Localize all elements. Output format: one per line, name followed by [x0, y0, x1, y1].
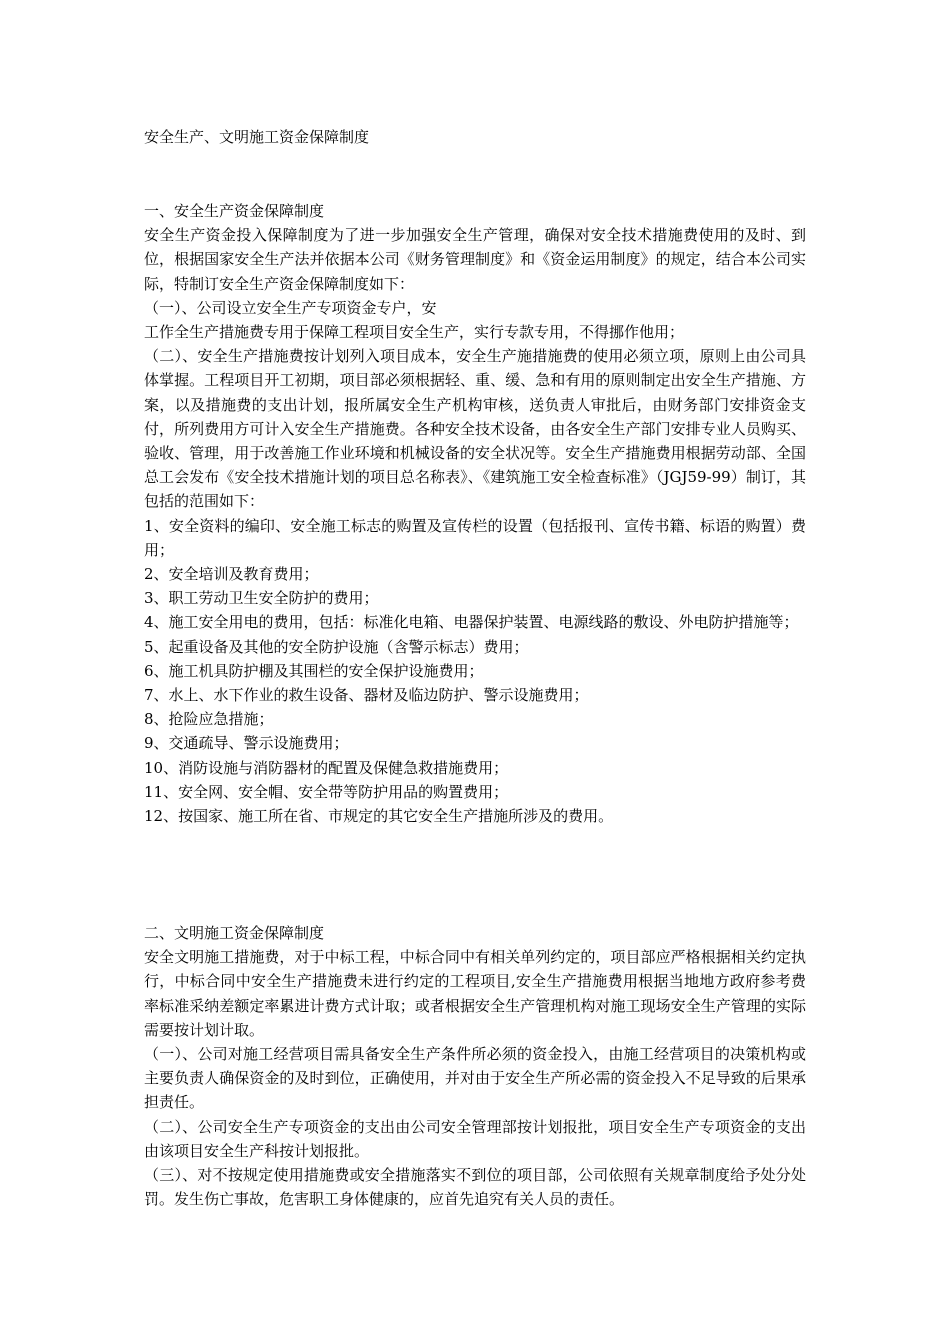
list-item: 6、施工机具防护棚及其围栏的安全保护设施费用； — [144, 661, 484, 680]
section-intro: 安全生产资金投入保障制度为了进一步加强安全生产管理，确保对安全技术措施费使用的及时、到位，根据国家安全生产法并依据本公司《财务管理制度》和《资金运用制度》的规定，结合本公司实际，特制订安全生产资金保障制度如下： — [144, 226, 806, 293]
list-item: 1、安全资料的编印、安全施工标志的购置及宣传栏的设置（包括报刊、宣传书籍、标语的购置）费用； — [144, 516, 806, 559]
section-heading: 二、文明施工资金保障制度 — [144, 924, 325, 942]
section-heading: 一、安全生产资金保障制度 — [144, 202, 325, 220]
list-item: 7、水上、水下作业的救生设备、器材及临边防护、警示设施费用； — [144, 686, 589, 705]
list-item: 11、安全网、安全帽、安全带等防护用品的购置费用； — [144, 782, 509, 801]
list-item: 5、起重设备及其他的安全防护设施（含警示标志）费用； — [144, 637, 529, 656]
list-item: 8、抢险应急措施； — [144, 710, 274, 729]
clause-1: （一）、公司对施工经营项目需具备安全生产条件所必须的资金投入，由施工经营项目的决策机构或主要负责人确保资金的及时到位，正确使用，并对由于安全生产所必需的资金投入不足导致的后果承担责任。 — [144, 1045, 806, 1112]
section-intro: 安全文明施工措施费，对于中标工程，中标合同中有相关单列约定的，项目部应严格根据相关约定执行，中标合同中安全生产措施费未进行约定的工程项目,安全生产措施费用根据当地地方政府参考费率标准采纳差额定率累进计费方式计取；或者根据安全生产管理机构对施工现场安全生产管理的实际需要按计划计取。 — [144, 948, 806, 1039]
clause-3: （三）、对不按规定使用措施费或安全措施落实不到位的项目部，公司依照有关规章制度给予处分处罚。发生伤亡事故，危害职工身体健康的，应首先追究有关人员的责任。 — [144, 1166, 806, 1209]
clause-1-continued: 工作全生产措施费专用于保障工程项目安全生产，实行专款专用，不得挪作他用； — [144, 323, 685, 342]
clause-2: （二）、安全生产措施费按计划列入项目成本，安全生产施措施费的使用必须立项，原则上由公司具体掌握。工程项目开工初期，项目部必须根据轻、重、缓、急和有用的原则制定出安全生产措施、方案，以及措施费的支出计划，报所属安全生产机构审核，送负责人审批后，由财务部门安排资金支付，所列费用方可计入安全生产措施费。各种安全技术设备，由各安全生产部门安排专业人员购买、验收、管理，用于改善施工作业环境和机械设备的安全状况等。安全生产措施费用根据劳动部、全国总工会发布《安全技术措施计划的项目总名称表》、《建筑施工安全检查标准》（JGJ59-99）制订，其包括的范围如下： — [144, 347, 806, 511]
list-item: 12、按国家、施工所在省、市规定的其它安全生产措施所涉及的费用。 — [144, 807, 614, 826]
expense-list — [144, 514, 806, 829]
clause-1: （一）、公司设立安全生产专项资金专户，安 — [144, 298, 437, 317]
clause-2: （二）、公司安全生产专项资金的支出由公司安全管理部按计划报批，项目安全生产专项资金的支出由该项目安全生产科按计划报批。 — [144, 1117, 806, 1160]
list-item: 10、消防设施与消防器材的配置及保健急救措施费用； — [144, 758, 509, 777]
list-item: 3、职工劳动卫生安全防护的费用； — [144, 589, 379, 608]
list-item: 2、安全培训及教育费用； — [144, 565, 319, 584]
document-title: 安全生产、文明施工资金保障制度 — [144, 128, 370, 146]
section-safety-funding — [144, 199, 806, 828]
list-item: 9、交通疏导、警示设施费用； — [144, 734, 349, 753]
list-item: 4、施工安全用电的费用，包括：标准化电箱、电器保护装置、电源线路的敷设、外电防护措施等； — [144, 613, 799, 632]
section-civilized-construction-funding — [144, 921, 806, 1211]
